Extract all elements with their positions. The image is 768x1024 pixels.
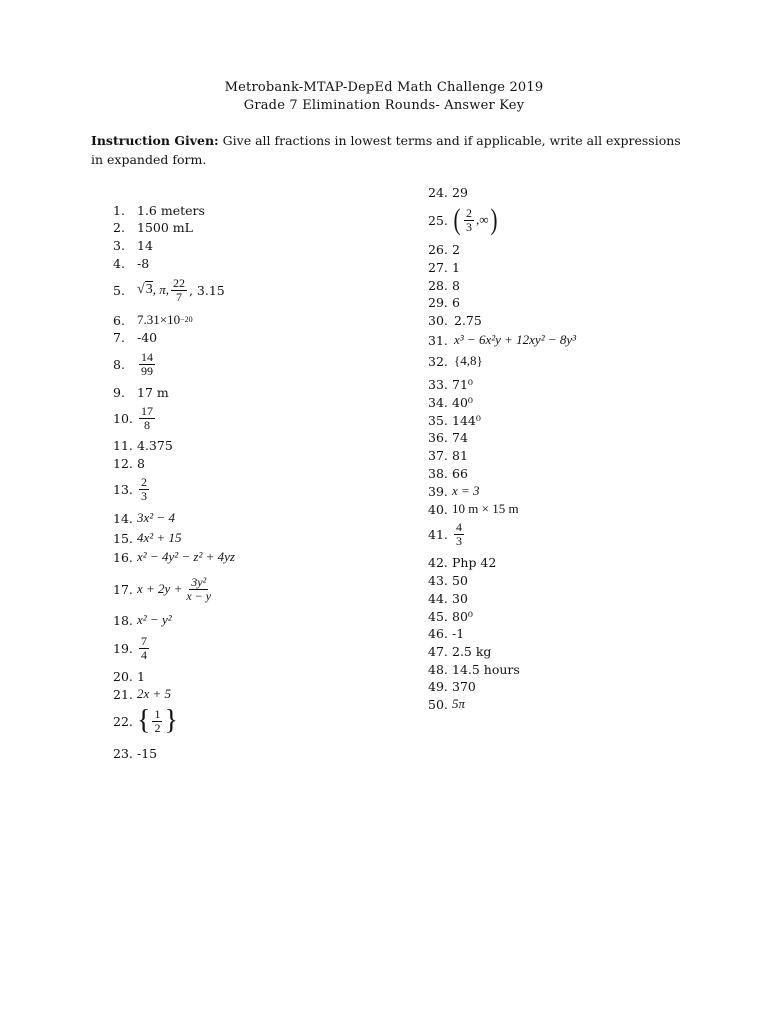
answer-46	[428, 624, 464, 642]
answer-4	[113, 254, 149, 272]
answer-number: 17.	[113, 581, 133, 597]
answer-number: 10.	[113, 410, 133, 426]
answer-39	[428, 482, 480, 500]
answer-number: 26.	[428, 241, 448, 257]
answer-value: 1	[452, 259, 460, 275]
answer-number: 35.	[428, 412, 448, 428]
answer-27	[428, 258, 460, 276]
answer-value: 2.75	[454, 312, 482, 328]
fraction: $\frac{22}{7}$	[172, 275, 185, 304]
answer-13	[113, 474, 151, 503]
answer-number: 18.	[113, 612, 133, 628]
decimal-term: , 3.15	[188, 282, 225, 298]
answer-number: 32.	[428, 353, 448, 369]
answer-2	[113, 218, 193, 236]
left-paren: (	[453, 203, 461, 236]
answer-33	[428, 375, 473, 393]
answer-number: 34.	[428, 394, 448, 410]
answer-10	[113, 403, 157, 432]
answer-number: 47.	[428, 643, 448, 659]
answer-number: 11.	[113, 437, 133, 453]
answer-number: 22.	[113, 713, 133, 729]
instruction-paragraph	[91, 131, 691, 169]
answer-24	[428, 183, 468, 201]
answer-value: 8	[452, 277, 460, 293]
answer-value: 6	[452, 294, 460, 310]
answer-11	[113, 436, 173, 454]
answer-value: 7.31×10 −20	[137, 312, 193, 327]
answer-number: 4.	[113, 255, 125, 271]
fraction: $\frac{7}{4}$	[141, 633, 147, 662]
answer-29	[428, 293, 460, 311]
answer-value: x + 2y + $\frac{\text{3y²}}{x - y}$	[137, 574, 212, 603]
answer-number: 24.	[428, 184, 448, 200]
answer-3	[113, 236, 153, 254]
answer-number: 16.	[113, 549, 133, 565]
answer-number: 36.	[428, 429, 448, 445]
fraction: $\frac{17}{8}$	[141, 403, 153, 432]
answer-20	[113, 667, 145, 685]
answer-number: 42.	[428, 554, 448, 570]
answer-28	[428, 276, 460, 294]
answer-value: 3x² − 4	[137, 510, 175, 525]
answer-value: x³ − 6x²y + 12xy² − 8y³	[454, 332, 577, 347]
answer-number: 33.	[428, 376, 448, 392]
answer-value: 4x² + 15	[137, 530, 182, 545]
fraction: $\frac{\text{3y²}}{x - y}$	[186, 574, 212, 603]
infinity-term: ,∞	[476, 212, 489, 227]
answer-number: 7.	[113, 329, 125, 345]
answer-26	[428, 240, 460, 258]
fraction: $\frac{2}{3}$	[141, 474, 147, 503]
answer-5	[113, 275, 225, 304]
answer-value: x² − 4y² − z² + 4yz	[137, 549, 235, 564]
answer-number: 46.	[428, 625, 448, 641]
answer-number: 49.	[428, 678, 448, 694]
fraction: $\frac{1}{2}$	[154, 706, 161, 735]
answer-number: 37.	[428, 447, 448, 463]
answer-45	[428, 607, 473, 625]
answer-49	[428, 677, 476, 695]
answer-8	[113, 349, 157, 378]
fraction: $\frac{4}{3}$	[456, 519, 462, 548]
answer-36	[428, 428, 468, 446]
answer-value: {4,8}	[454, 353, 483, 368]
answer-value: 74	[452, 429, 468, 445]
answer-1	[113, 201, 205, 219]
answer-number: 20.	[113, 668, 133, 684]
answer-15	[113, 529, 181, 547]
answer-16	[113, 548, 235, 566]
answer-number: 39.	[428, 483, 448, 499]
answer-42	[428, 553, 496, 571]
answer-value: 50	[452, 572, 468, 588]
answer-value: 144⁰	[452, 412, 481, 428]
answer-50	[428, 695, 465, 713]
square-root: √3	[137, 282, 153, 297]
answer-value: -15	[137, 745, 158, 761]
answer-value: 81	[452, 447, 468, 463]
answer-value: 4.375	[137, 437, 173, 453]
answer-19	[113, 633, 151, 662]
answer-number: 3.	[113, 237, 125, 253]
answer-number: 8.	[113, 356, 125, 372]
answer-value: 14.5 hours	[452, 661, 520, 677]
answer-number: 40.	[428, 501, 448, 517]
answer-value: 10 m × 15 m	[452, 501, 519, 516]
answer-number: 9.	[113, 384, 125, 400]
answer-value: x = 3	[452, 483, 480, 498]
answer-38	[428, 464, 468, 482]
answer-value: 80⁰	[452, 608, 473, 624]
answer-number: 43.	[428, 572, 448, 588]
answer-value: 29	[452, 184, 468, 200]
answer-31	[428, 331, 576, 349]
answer-value: 1500 mL	[137, 219, 193, 235]
instruction-text: Give all fractions in lowest terms and if applicable, write all expressions in expanded form.	[91, 133, 681, 167]
answer-32	[428, 352, 483, 370]
answer-value: 8	[137, 455, 145, 471]
answer-47	[428, 642, 491, 660]
answer-number: 12.	[113, 455, 133, 471]
answer-value	[137, 277, 225, 304]
answer-value: 2.5 kg	[452, 643, 492, 659]
answer-number: 23.	[113, 745, 133, 761]
answer-41	[428, 519, 466, 548]
answer-7	[113, 328, 157, 346]
pi-term: , π,	[152, 282, 169, 297]
answer-value: 2x + 5	[137, 686, 172, 701]
fraction: $\frac{2}{3}$	[466, 205, 472, 234]
answer-value: 370	[452, 678, 476, 694]
answer-18	[113, 611, 172, 629]
document-title: Metrobank-MTAP-DepEd Math Challenge 2019	[224, 80, 544, 95]
answer-43	[428, 571, 468, 589]
answer-number: 27.	[428, 259, 448, 275]
answer-44	[428, 589, 468, 607]
answer-14	[113, 509, 175, 527]
answer-40	[428, 500, 519, 518]
answer-number: 1.	[113, 202, 125, 218]
answer-value: 66	[452, 465, 468, 481]
answer-21	[113, 685, 171, 703]
answer-value: -8	[137, 255, 150, 271]
answer-value: Php 42	[452, 554, 497, 570]
answer-value: x² − y²	[137, 612, 172, 627]
answer-number: 14.	[113, 510, 133, 526]
answer-value: -40	[137, 329, 158, 345]
answer-value: 30	[452, 590, 468, 606]
answer-value: -1	[452, 625, 465, 641]
answer-number: 48.	[428, 661, 448, 677]
answer-value: 2	[452, 241, 460, 257]
answer-value: 40⁰	[452, 394, 473, 410]
answer-25	[428, 203, 499, 236]
answer-value: 5π	[452, 696, 466, 711]
answer-number: 45.	[428, 608, 448, 624]
answer-number: 28.	[428, 277, 448, 293]
answer-30	[428, 311, 482, 329]
answer-value: 71⁰	[452, 376, 473, 392]
right-brace: }	[164, 705, 178, 736]
answer-number: 30.	[428, 312, 448, 328]
answer-number: 19.	[113, 640, 133, 656]
answer-value: 14	[137, 237, 153, 253]
answer-37	[428, 446, 468, 464]
answer-9	[113, 383, 169, 401]
document-subtitle: Grade 7 Elimination Rounds- Answer Key	[243, 98, 525, 113]
answer-number: 44.	[428, 590, 448, 606]
instruction-label: Instruction Given:	[91, 133, 219, 148]
answer-6	[113, 311, 193, 329]
right-paren: )	[490, 203, 498, 236]
answer-number: 50.	[428, 696, 448, 712]
answer-17	[113, 574, 215, 603]
left-brace: {	[137, 705, 151, 736]
answer-value: 1	[137, 668, 145, 684]
answer-number: 5.	[113, 282, 125, 298]
answer-number: 31.	[428, 332, 448, 348]
answer-34	[428, 393, 473, 411]
answer-number: 2.	[113, 219, 125, 235]
answer-23	[113, 744, 157, 762]
answer-35	[428, 411, 481, 429]
answer-12	[113, 454, 145, 472]
answer-value	[137, 707, 178, 735]
answer-48	[428, 660, 520, 678]
answer-number: 15.	[113, 530, 133, 546]
answer-number: 13.	[113, 481, 133, 497]
answer-number: 38.	[428, 465, 448, 481]
answer-number: 29.	[428, 294, 448, 310]
answer-number: 6.	[113, 312, 125, 328]
answer-value: 1.6 meters	[137, 202, 205, 218]
answer-number: 25.	[428, 212, 448, 228]
answer-value	[452, 205, 499, 235]
fraction: $\frac{14}{99}$	[141, 349, 153, 378]
answer-value: 17 m	[137, 384, 169, 400]
answer-number: 21.	[113, 686, 133, 702]
answer-22	[113, 705, 178, 736]
answer-number: 41.	[428, 526, 448, 542]
